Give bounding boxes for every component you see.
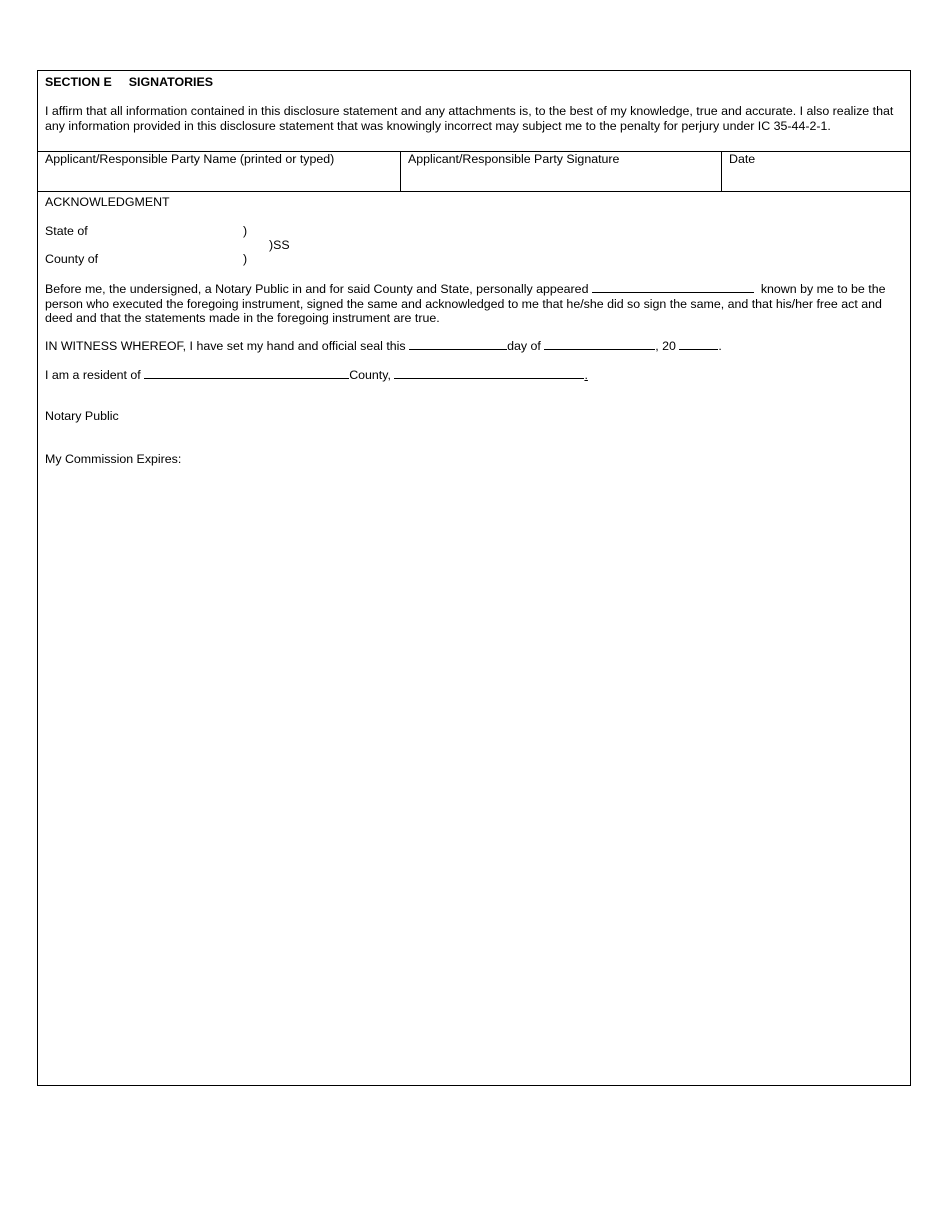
resident-state-blank[interactable] <box>394 367 584 379</box>
resident-text-1: I am a resident of <box>45 368 141 382</box>
witness-text-3: , 20 <box>655 339 676 353</box>
commission-expires-label: My Commission Expires: <box>45 452 182 466</box>
day-blank[interactable] <box>409 338 507 350</box>
applicant-name-label: Applicant/Responsible Party Name (printed or typed) <box>45 152 335 166</box>
notary-public-label: Notary Public <box>45 409 119 423</box>
county-of-label: County of <box>45 252 99 266</box>
county-paren: ) <box>243 252 248 266</box>
witness-text-4: . <box>718 339 722 353</box>
appeared-person-blank[interactable] <box>592 281 754 293</box>
section-name: SIGNATORIES <box>128 75 214 89</box>
section-title <box>45 75 213 89</box>
applicant-name-field[interactable] <box>38 151 401 191</box>
applicant-signature-label: Applicant/Responsible Party Signature <box>408 152 620 166</box>
signatories-form <box>37 70 911 1086</box>
acknowledgment-heading: ACKNOWLEDGMENT <box>45 195 170 209</box>
year-blank[interactable] <box>679 338 718 350</box>
before-me-text-1: Before me, the undersigned, a Notary Public in and for said County and State, personally appeared <box>45 282 589 296</box>
month-blank[interactable] <box>544 338 655 350</box>
before-me-text-2: known by me to be the person who executed the foregoing instrument, signed the same and acknowledged to me that he/she did so sign the same, and that his/her free act and deed and that the statements made in the foregoing instrument are true. <box>45 282 886 325</box>
before-me-paragraph <box>45 281 905 326</box>
ss-label: )SS <box>269 238 290 252</box>
witness-text-2: day of <box>507 339 541 353</box>
applicant-signature-field[interactable] <box>401 151 722 191</box>
witness-text-1: IN WITNESS WHEREOF, I have set my hand and official seal this <box>45 339 406 353</box>
affirmation-text: I affirm that all information contained in this disclosure statement and any attachments is, to the best of my knowledge, true and accurate. I also realize that any information provided in this disclosure statement that was knowingly incorrect may subject me to the penalty for perjury under IC 35-44-2-1. <box>45 104 894 133</box>
signature-row <box>38 151 910 192</box>
resident-county-blank[interactable] <box>144 367 349 379</box>
state-paren: ) <box>243 224 248 238</box>
section-e-header <box>38 71 910 152</box>
resident-text-2: County, <box>349 368 391 382</box>
date-label: Date <box>729 152 756 166</box>
resident-line <box>45 367 588 382</box>
witness-line <box>45 338 722 353</box>
date-field[interactable] <box>722 151 910 191</box>
section-label: SECTION E <box>45 75 112 89</box>
resident-text-3: . <box>584 368 588 382</box>
state-of-label: State of <box>45 224 88 238</box>
